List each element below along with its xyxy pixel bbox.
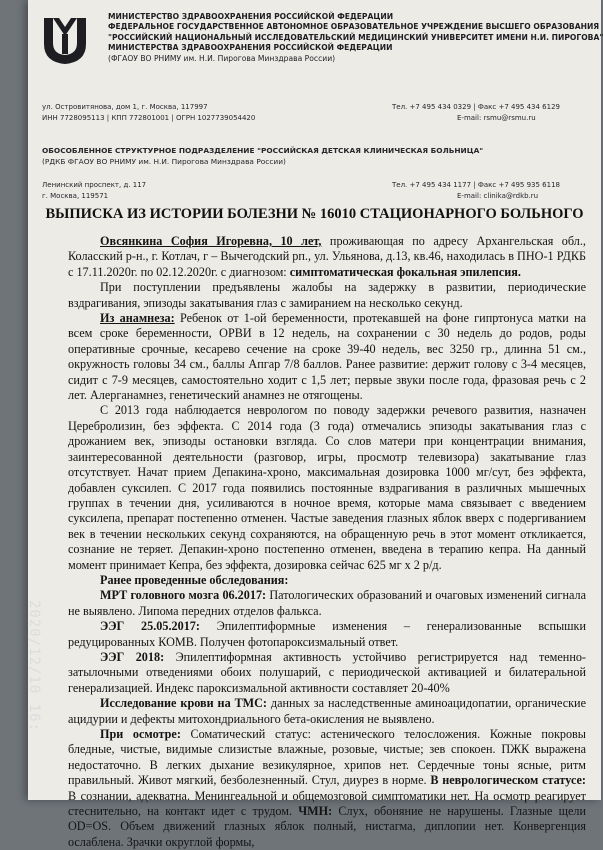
org-line: МИНИСТЕРСТВО ЗДРАВООХРАНЕНИЯ РОССИЙСКОЙ ФЕДЕРАЦИИ — [108, 12, 394, 21]
exam-text: Соматический статус: астенического телосложения. Кожные покровы бледные, чистые, видимые слизистые влажные, розовые, чистые; зев спокоен. ПЖК выражена недостаточно. В легких дыхание везикулярное, хрипов нет. Сердечные тоны ясные, ритм правильный. Живот мягкий, безболезненный. Стул, диурез в норме. — [68, 727, 586, 788]
organization-header — [108, 12, 603, 64]
tms-text: данных за наследственные аминоацидопатии, органические ацидурии и дефекты митохондриального бета-окисления не выявлено. — [68, 696, 586, 726]
city-line: г. Москва, 119571 — [42, 192, 109, 200]
subdivision-name: ОБОСОБЛЕННОЕ СТРУКТУРНОЕ ПОДРАЗДЕЛЕНИЕ "РОССИЙСКАЯ ДЕТСКАЯ КЛИНИЧЕСКАЯ БОЛЬНИЦА" — [42, 146, 484, 155]
photo-timestamp-text: 2020/12/10 16: — [26, 600, 42, 733]
org-line: МИНИСТЕРСТВА ЗДРАВООХРАНЕНИЯ РОССИЙСКОЙ ФЕДЕРАЦИИ — [108, 43, 393, 53]
eeg2-label: ЭЭГ 2018: — [100, 649, 165, 664]
document-body — [68, 234, 586, 850]
exam-label: При осмотре: — [100, 727, 181, 741]
patient-name: Овсянкина София Игоревна, 10 лет, — [100, 234, 322, 248]
phone-line: Тел. +7 495 434 1177 | Факс +7 495 935 6118 — [392, 181, 560, 189]
email-line: E-mail: clinika@rdkb.ru — [457, 192, 539, 200]
document-title: ВЫПИСКА ИЗ ИСТОРИИ БОЛЕЗНИ № 16010 СТАЦИОНАРНОГО БОЛЬНОГО — [45, 206, 584, 222]
eeg2-paragraph — [68, 650, 586, 696]
org-line: ФЕДЕРАЛЬНОЕ ГОСУДАРСТВЕННОЕ АВТОНОМНОЕ ОБРАЗОВАТЕЛЬНОЕ УЧРЕЖДЕНИЕ ВЫСШЕГО ОБРАЗОВАНИЯ — [108, 22, 600, 32]
registry-line: ИНН 7728095113 | КПП 772801001 | ОГРН 1027739054420 — [42, 114, 256, 122]
neuro-label: В неврологическом статусе: — [430, 773, 586, 788]
eeg1-label: ЭЭГ 25.05.2017: — [100, 619, 200, 634]
university-logo-icon — [40, 10, 90, 66]
org-line: (ФГАОУ ВО РНИМУ им. Н.И. Пирогова Минздрава России) — [108, 53, 336, 63]
eeg2-text: Эпилептиформная активность устойчиво регистрируется над теменно-затылочными отведениями обоих полушарий, с периодической активацией и билатеральной генерализацией. Индекс пароксизмальной активности составляет 20-40% — [68, 649, 586, 695]
patient-text: проживающая по адресу Архангельская обл., Коласский р-н., г. Котлач, г – Вычегодский рп., ул. Ульянова, д.13, кв.46, находилась в ПНО-1 РДКБ с 17.11.2020г. по 02.12.2020г. с диагнозом: — [68, 234, 586, 279]
exams-heading: Ранее проведенные обследования: — [100, 572, 289, 587]
exam-paragraph — [68, 727, 586, 850]
neuro-text: В сознании, адекватна. Менингеальной и общемозговой симптоматики нет. На осмотр реагирует стеснительно, на контакт идет с трудом. — [68, 788, 586, 819]
tms-label: Исследование крови на ТМС: — [100, 696, 267, 711]
tms-paragraph — [68, 696, 586, 727]
mri-label: МРТ головного мозга 06.2017: — [100, 588, 267, 603]
anamnesis-paragraph — [68, 311, 586, 403]
anamnesis-label: Из анамнеза: — [100, 311, 175, 326]
address-line: Ленинский проспект, д. 117 — [42, 181, 147, 189]
history-paragraph: С 2013 года наблюдается неврологом по поводу задержки речевого развития, назначен Церебролизин, без эффекта. С 2014 года (3 года) отмечались эпизоды закатывания глаз с дрожанием век, эпизоды остановки взгляда. Со слов матери при концентрации внимания, заинтересованной деятельности (разговор, игры, просмотр телевизора) закатывание глаз отсутствует. Начат прием Депакина-хроно, максимальная дозировка 1000 мг/сут, без эффекта, добавлен суксилеп. С 2017 года появились постоянные вздрагивания в различных мышечных группах в течении дня, усиливаются в ночное время, которые мама связывает с введением суксилепа, препарат постепенно отменен. Частые заведения глазных яблок вверх с подергиванием век в течении нескольких секунд сохраняются, на обращенную речь в этот момент откликается, сознание не теряет. Депакин-хроно постепенно отменен, введена в терапию кепра. На данный момент принимает Кепра, без эффекта, дозировка сейчас 625 мг х 2 р/д. — [68, 403, 586, 572]
anamnesis-text: Ребенок от 1-ой беременности, протекавшей на фоне гипртонуса матки на всем сроке беременности, ОРВИ в 12 недель, на сохранении с 30 недель до родов, роды оперативные срочные, кесарево сечение на сроке 39-40 недель, вес 3250 гр., длинна 51 см., окружность головы 34 см., баллы Апгар 7/8 баллов. Ранее развитие: держит голову с 3-4 месяцев, сидит с 7-9 месяцев, самостоятельно ходит с 1,5 лет; первые звуки после года, фразовая речь с 2 лет. Алерганамнез, генетический анамнез не отягощены. — [68, 311, 586, 403]
diagnosis: симптоматическая фокальная эпилепсия. — [289, 264, 521, 279]
org-line: "РОССИЙСКИЙ НАЦИОНАЛЬНЫЙ ИССЛЕДОВАТЕЛЬСКИЙ МЕДИЦИНСКИЙ УНИВЕРСИТЕТ ИМЕНИ Н.И. ПИРОГОВА" — [108, 32, 603, 42]
patient-paragraph — [68, 234, 586, 280]
address-line: ул. Островитянова, дом 1, г. Москва, 117997 — [42, 103, 208, 111]
email-line: E-mail: rsmu@rsmu.ru — [457, 114, 536, 122]
photo-timestamp — [28, 600, 58, 800]
mri-text: Патологических образований и очаговых изменений сигнала не выявлено. Липома передних отделов фалькса. — [68, 588, 587, 618]
cn-text: Слух, обоняние не нарушены. Глазные щели OD=OS. Объем движений глазных яблок полный, нистагма, диплопии нет. Конвергенция ослаблена. Зрачки округлой формы, — [68, 804, 586, 849]
eeg1-text: Эпилептиформные изменения – генерализованные вспышки редуцированных КОМВ. Получен фотопароксизмальный ответ. — [68, 619, 586, 649]
complaints-paragraph: При поступлении предъявлены жалобы на задержку в развитии, периодические вздрагивания, эпизоды закатывания глаз с замиранием на несколько секунд. — [68, 280, 586, 310]
document-page — [26, 0, 603, 849]
phone-line: Тел. +7 495 434 0329 | Факс +7 495 434 6129 — [392, 103, 560, 111]
eeg1-paragraph — [68, 619, 586, 650]
cn-label: ЧМН: — [298, 804, 333, 819]
subdivision-abbr: (РДКБ ФГАОУ ВО РНИМУ им. Н.И. Пирогова Минздрава России) — [42, 156, 286, 166]
subdivision-header — [42, 146, 587, 167]
mri-paragraph — [68, 588, 586, 619]
